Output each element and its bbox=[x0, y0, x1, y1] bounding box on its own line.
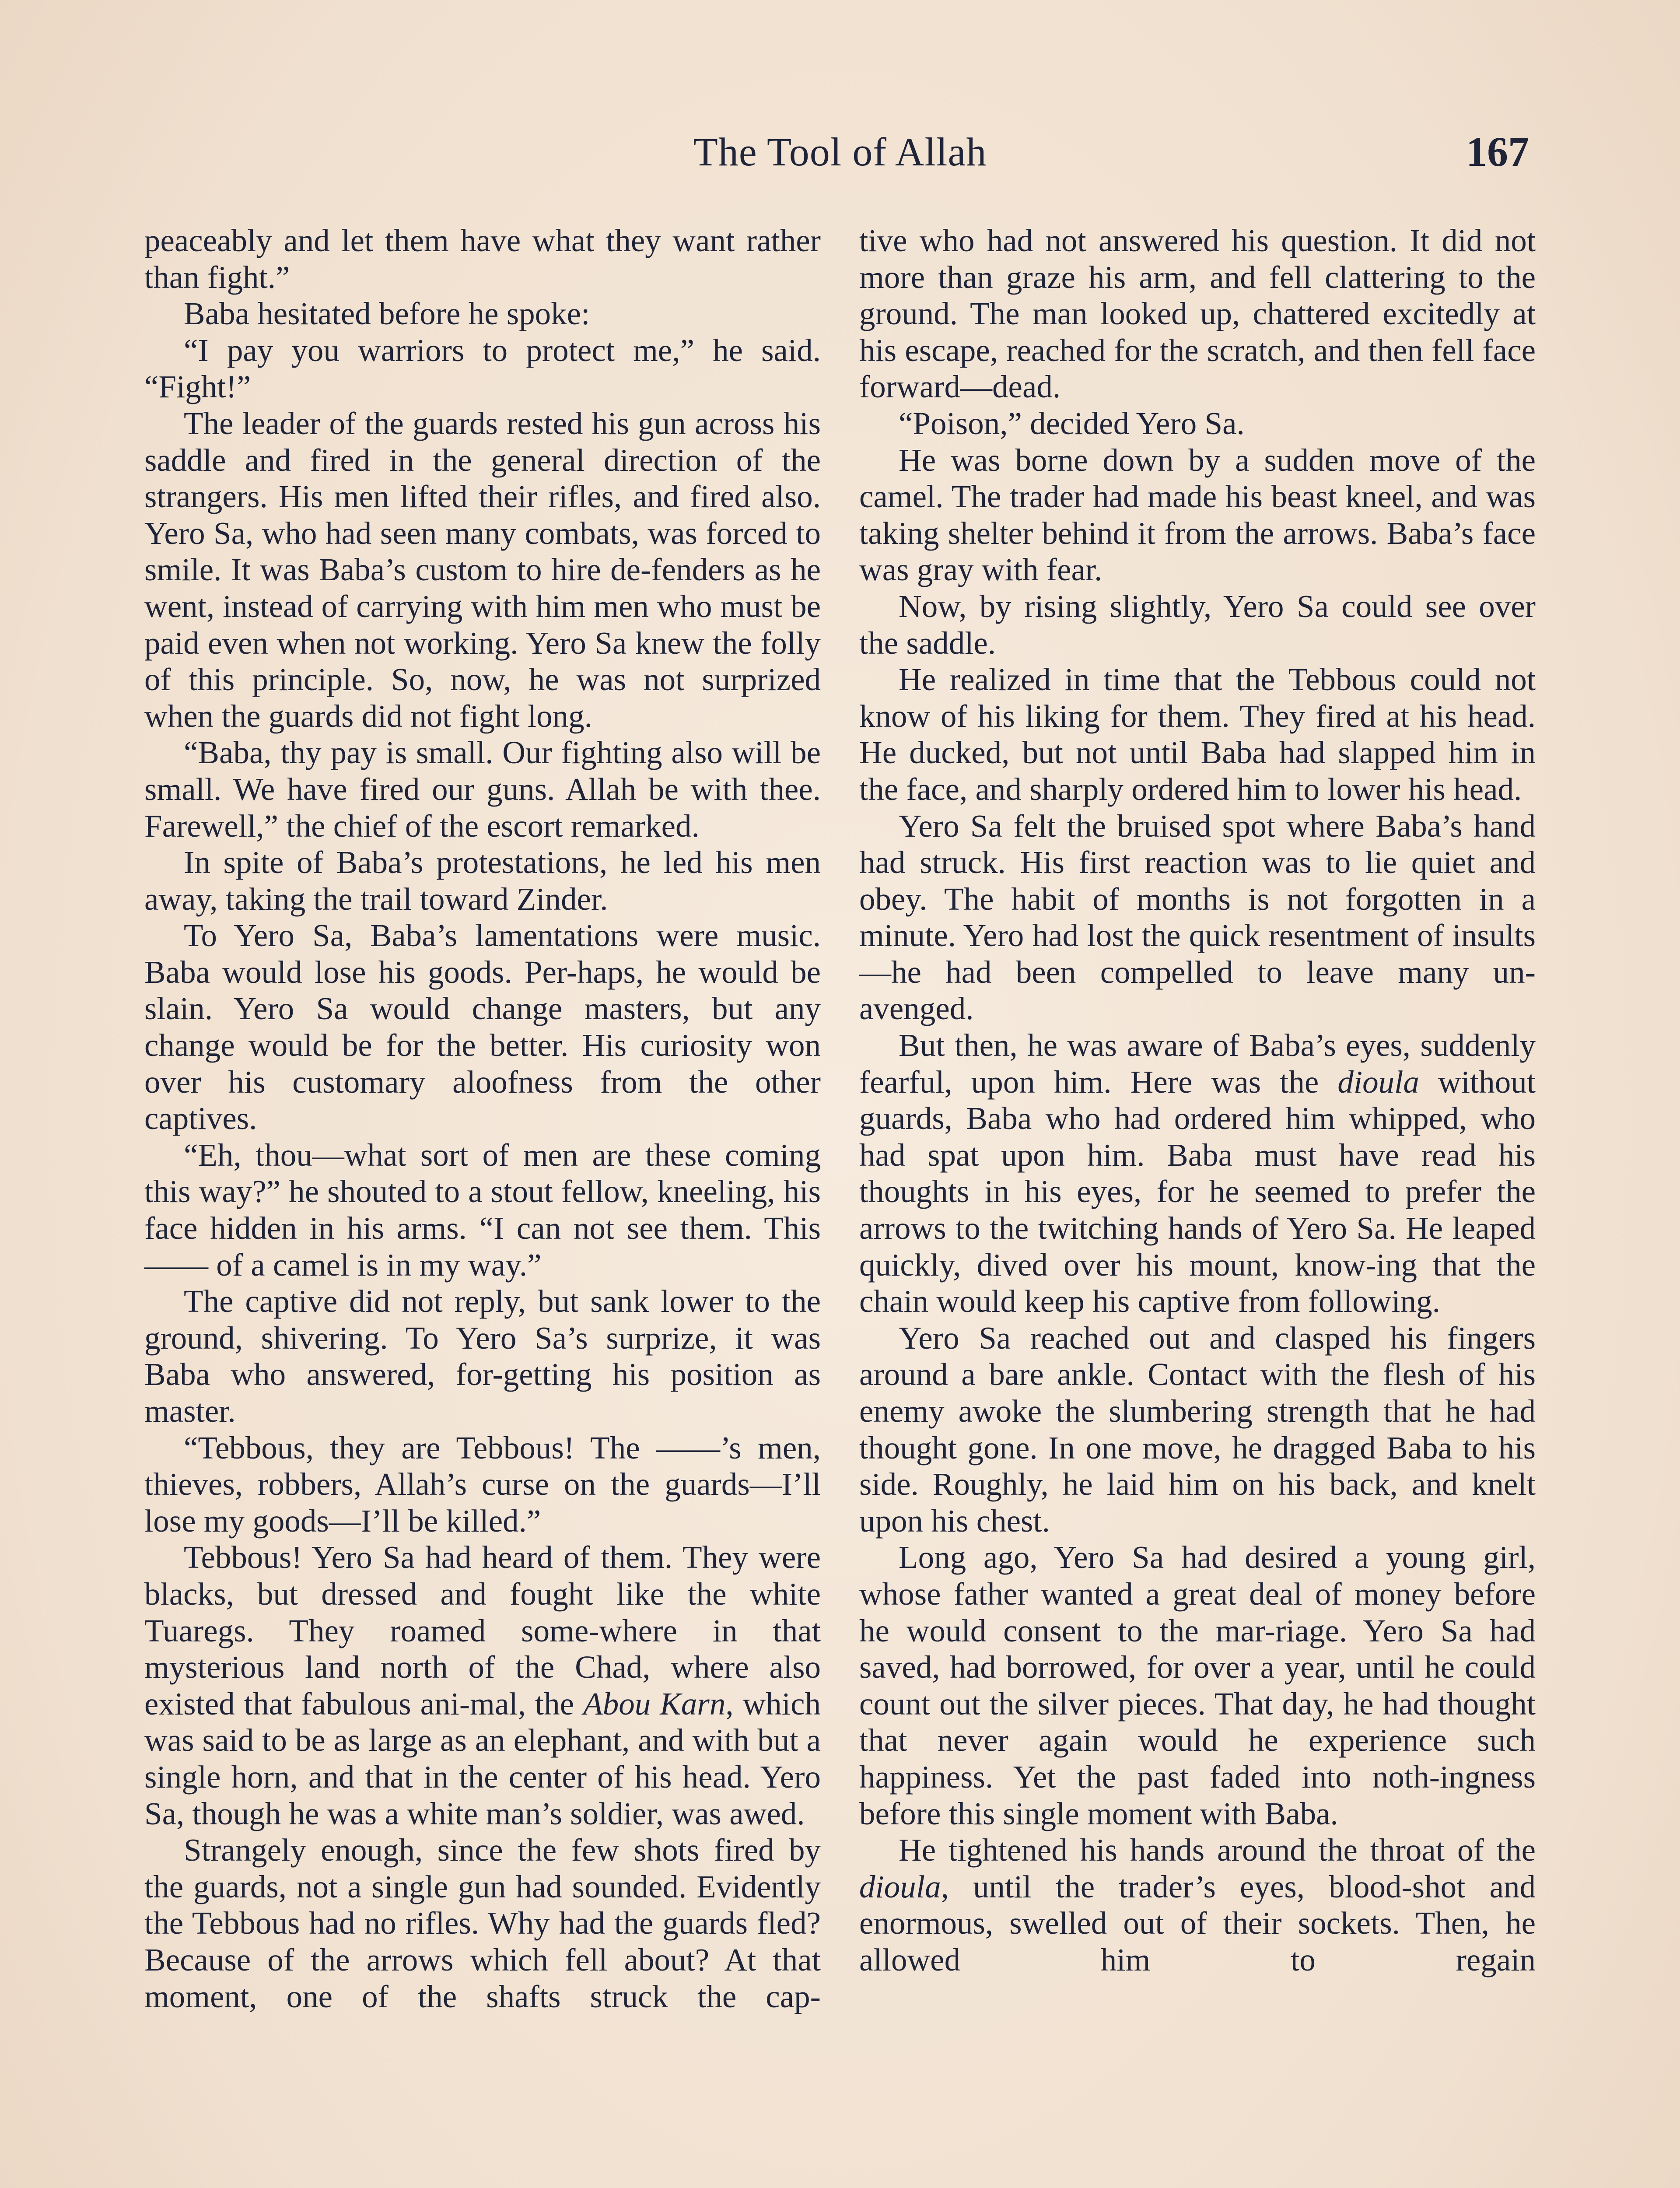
paragraph: tive who had not answered his question. It did not more than graze his arm, and fell clattering to the ground. The man looked up, chattered excitedly at his escape, reached for the scratch, and then fell face forward—dead. bbox=[859, 223, 1536, 405]
left-column bbox=[144, 222, 821, 2015]
paragraph: Strangely enough, since the few shots fired by the guards, not a single gun had sounded. Evidently the Tebbous had no rifles. Why had the guards fled? Because of the arrows which fell about? At that moment, one of the shafts struck the cap- bbox=[144, 1832, 821, 2014]
paragraph: “Baba, thy pay is small. Our fighting also will be small. We have fired our guns. Allah be with thee. Farewell,” the chief of the escort remarked. bbox=[144, 735, 821, 844]
paragraph bbox=[144, 1539, 821, 1832]
paragraph: Yero Sa reached out and clasped his fingers around a bare ankle. Contact with the flesh of his enemy awoke the slumbering strength that he had thought gone. In one move, he dragged Baba to his side. Roughly, he laid him on his back, and knelt upon his chest. bbox=[859, 1320, 1536, 1539]
paragraph-text: without guards, Baba who had ordered him whipped, who had spat upon him. Baba must have read his thoughts in his eyes, for he seemed to prefer the arrows to the twitching hands of Yero Sa. He leaped quickly, dived over his mount, know-ing that the chain would keep his captive from following. bbox=[859, 1064, 1536, 1319]
paragraph: Now, by rising slightly, Yero Sa could see over the saddle. bbox=[859, 588, 1536, 661]
italic-term: Abou Karn bbox=[583, 1686, 726, 1722]
paragraph-text: Tebbous! Yero Sa had heard of them. They were blacks, but dressed and fought like the white Tuaregs. They roamed some-where in that mysterious land north of the Chad, where also existed that fabulous ani-mal, the bbox=[144, 1539, 821, 1722]
paragraph: He was borne down by a sudden move of the camel. The trader had made his beast kneel, and was taking shelter behind it from the arrows. Baba’s face was gray with fear. bbox=[859, 442, 1536, 588]
paragraph-text: He tightened his hands around the throat of the bbox=[899, 1832, 1536, 1868]
paragraph-text: But then, he was aware of Baba’s eyes, suddenly fearful, upon him. Here was the bbox=[859, 1027, 1536, 1100]
paragraph: He realized in time that the Tebbous could not know of his liking for them. They fired at his head. He ducked, but not until Baba had slapped him in the face, and sharply ordered him to lower his head. bbox=[859, 662, 1536, 807]
paragraph-text: , until the trader’s eyes, blood-shot and enormous, swelled out of their sockets. Then, he allowed him to regain bbox=[859, 1869, 1536, 1978]
paragraph: The captive did not reply, but sank lower to the ground, shivering. To Yero Sa’s surprize, it was Baba who answered, for-getting his position as master. bbox=[144, 1283, 821, 1429]
right-column bbox=[859, 222, 1536, 1978]
running-title: The Tool of Allah bbox=[693, 130, 987, 174]
paragraph: “I pay you warriors to protect me,” he said. “Fight!” bbox=[144, 332, 821, 405]
paragraph: “Tebbous, they are Tebbous! The ——’s men, thieves, robbers, Allah’s curse on the guards—I’ll lose my goods—I’ll be killed.” bbox=[144, 1430, 821, 1539]
italic-term: dioula bbox=[859, 1869, 941, 1904]
paragraph: In spite of Baba’s protestations, he led his men away, taking the trail toward Zinder. bbox=[144, 845, 821, 917]
page-number: 167 bbox=[1466, 128, 1529, 175]
paragraph: The leader of the guards rested his gun across his saddle and fired in the general direction of the strangers. His men lifted their rifles, and fired also. Yero Sa, who had seen many combats, was forced to smile. It was Baba’s custom to hire de-fenders as he went, instead of carrying with him men who must be paid even when not working. Yero Sa knew the folly of this principle. So, now, he was not surprized when the guards did not fight long. bbox=[144, 405, 821, 734]
italic-term: dioula bbox=[1337, 1064, 1419, 1100]
paragraph: Yero Sa felt the bruised spot where Baba’s hand had struck. His first reaction was to lie quiet and obey. The habit of months is not forgotten in a minute. Yero had lost the quick resentment of insults—he had been compelled to leave many un-avenged. bbox=[859, 808, 1536, 1027]
paragraph bbox=[859, 1027, 1536, 1320]
paragraph: Long ago, Yero Sa had desired a young girl, whose father wanted a great deal of money before he would consent to the mar-riage. Yero Sa had saved, had borrowed, for over a year, until he could count out the silver pieces. That day, he had thought that never again would he experience such happiness. Yet the past faded into noth-ingness before this single moment with Baba. bbox=[859, 1539, 1536, 1831]
paragraph: To Yero Sa, Baba’s lamentations were music. Baba would lose his goods. Per-haps, he would be slain. Yero Sa would change masters, but any change would be for the better. His curiosity won over his customary aloofness from the other captives. bbox=[144, 918, 821, 1136]
paragraph: “Eh, thou—what sort of men are these coming this way?” he shouted to a stout fellow, kneeling, his face hidden in his arms. “I can not see them. This —— of a camel is in my way.” bbox=[144, 1137, 821, 1283]
paragraph: peaceably and let them have what they want rather than fight.” bbox=[144, 223, 821, 295]
paragraph bbox=[859, 1832, 1536, 1978]
paragraph: Baba hesitated before he spoke: bbox=[184, 296, 590, 332]
paragraph: “Poison,” decided Yero Sa. bbox=[899, 405, 1245, 441]
paragraph-text: , which was said to be as large as an elephant, and with but a single horn, and that in the center of his head. Yero Sa, though he was a white man’s soldier, was awed. bbox=[144, 1686, 821, 1831]
